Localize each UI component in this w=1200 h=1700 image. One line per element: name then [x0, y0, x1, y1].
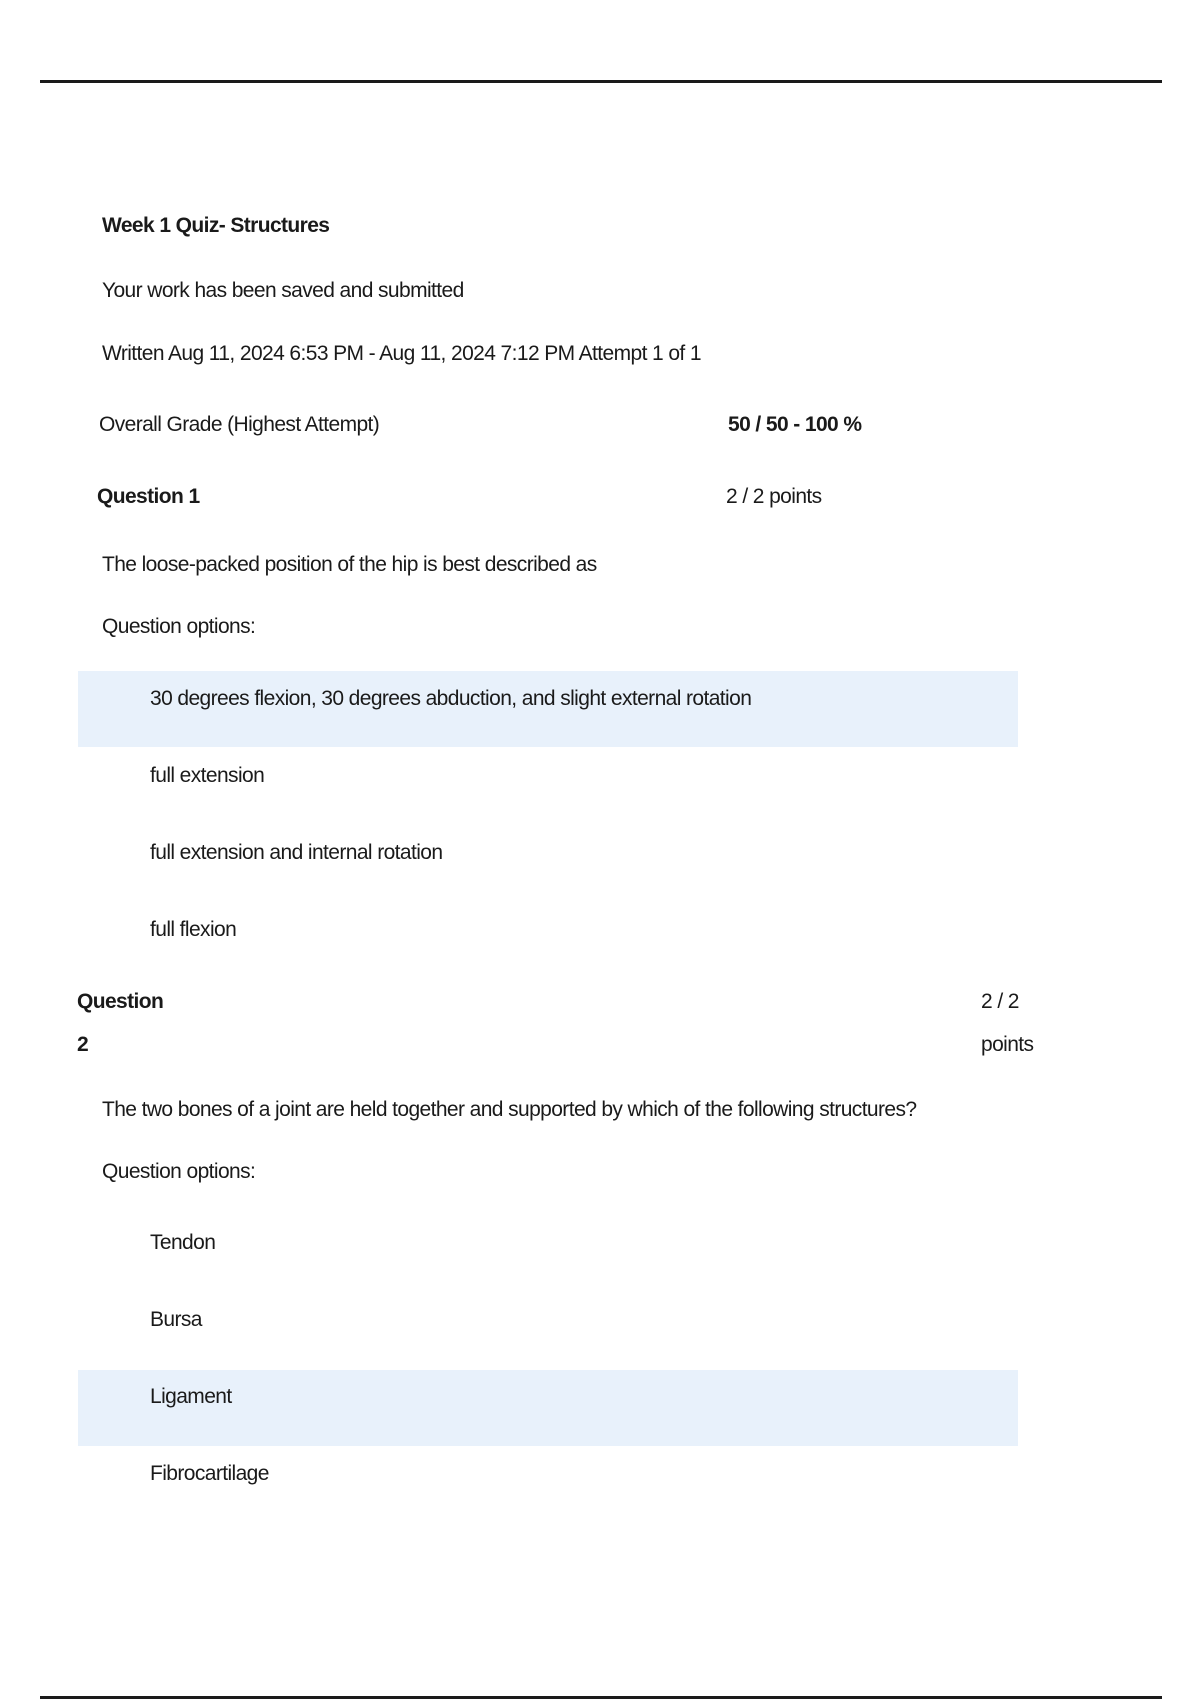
bottom-rule	[40, 1696, 1162, 1699]
answer-option[interactable]: Bursa	[150, 1308, 202, 1331]
question-text: The loose-packed position of the hip is best described as	[102, 553, 597, 576]
quiz-title: Week 1 Quiz- Structures	[102, 214, 330, 237]
answer-option[interactable]: full flexion	[150, 918, 237, 941]
question-label: Question 1	[97, 485, 200, 508]
answer-option[interactable]: Fibrocartilage	[150, 1462, 269, 1485]
overall-grade-value: 50 / 50 - 100 %	[728, 413, 862, 436]
overall-grade-label: Overall Grade (Highest Attempt)	[99, 413, 380, 436]
answer-option[interactable]: full extension	[150, 764, 265, 787]
question-points: 2 / 2 points	[726, 485, 822, 508]
answer-option[interactable]: full extension and internal rotation	[150, 841, 443, 864]
question-points-unit: points	[981, 1033, 1034, 1056]
submission-status: Your work has been saved and submitted	[102, 279, 464, 302]
attempt-info: Written Aug 11, 2024 6:53 PM - Aug 11, 2024 7:12 PM Attempt 1 of 1	[102, 342, 701, 365]
question-number: 2	[77, 1033, 89, 1056]
question-options-label: Question options:	[102, 1160, 256, 1183]
answer-option[interactable]: Tendon	[150, 1231, 216, 1254]
answer-option[interactable]: 30 degrees flexion, 30 degrees abduction, and slight external rotation	[150, 687, 752, 710]
question-options-label: Question options:	[102, 615, 256, 638]
question-text: The two bones of a joint are held together and supported by which of the following structures?	[102, 1098, 917, 1121]
question-label: Question	[77, 990, 164, 1013]
top-rule	[40, 80, 1162, 83]
question-points: 2 / 2	[981, 990, 1019, 1013]
answer-option[interactable]: Ligament	[150, 1385, 232, 1408]
